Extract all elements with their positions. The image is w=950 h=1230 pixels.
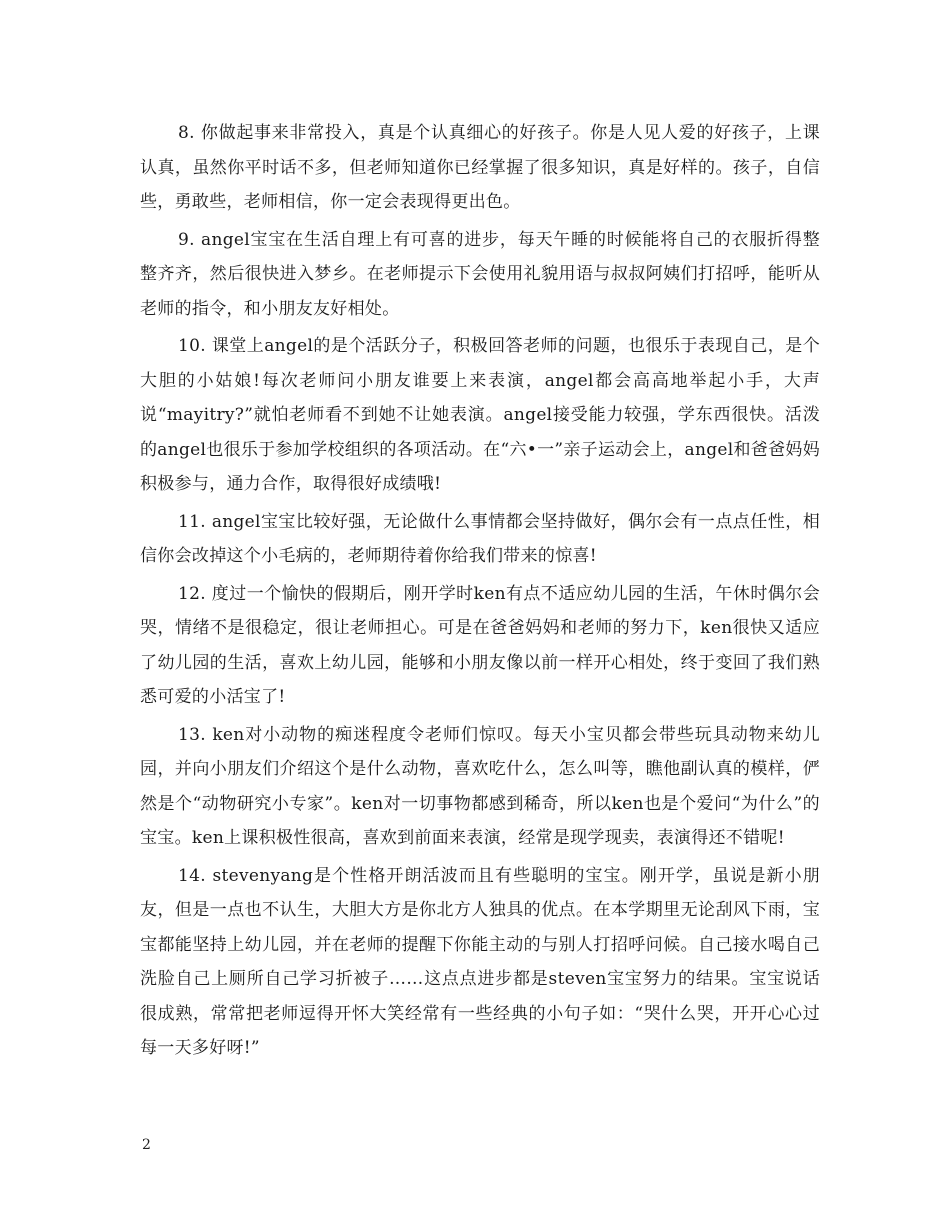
paragraph-12: 12. 度过一个愉快的假期后，刚开学时ken有点不适应幼儿园的生活，午休时偶尔会哭，情绪不是很稳定，很让老师担心。可是在爸爸妈妈和老师的努力下，ken很快又适应了幼儿园的生活，喜欢上幼儿园，能够和小朋友像以前一样开心相处，终于变回了我们熟悉可爱的小活宝了!	[140, 583, 820, 707]
paragraph-9: 9. angel宝宝在生活自理上有可喜的进步，每天午睡的时候能将自己的衣服折得整整齐齐，然后很快进入梦乡。在老师提示下会使用礼貌用语与叔叔阿姨们打招呼，能听从老师的指令，和小朋友友好相处。	[140, 229, 820, 319]
page-number: 2	[142, 1137, 151, 1153]
paragraph-13: 13. ken对小动物的痴迷程度令老师们惊叹。每天小宝贝都会带些玩具动物来幼儿园，并向小朋友们介绍这个是什么动物，喜欢吃什么，怎么叫等，瞧他副认真的模样，俨然是个“动物研究小专家”。ken对一切事物都感到稀奇，所以ken也是个爱问“为什么”的宝宝。ken上课积极性很高，喜欢到前面来表演，经常是现学现卖，表演得还不错呢!	[140, 724, 820, 848]
paragraph-14: 14. stevenyang是个性格开朗活波而且有些聪明的宝宝。刚开学，虽说是新小朋友，但是一点也不认生，大胆大方是你北方人独具的优点。在本学期里无论刮风下雨，宝宝都能坚持上幼儿园，并在老师的提醒下你能主动的与别人打招呼问候。自己接水喝自己洗脸自己上厕所自己学习折被子……这点点进步都是steven宝宝努力的结果。宝宝说话很成熟，常常把老师逗得开怀大笑经常有一些经典的小句子如：“哭什么哭，开开心心过每一天多好呀!”	[140, 865, 820, 1058]
paragraph-8: 8. 你做起事来非常投入，真是个认真细心的好孩子。你是人见人爱的好孩子，上课认真，虽然你平时话不多，但老师知道你已经掌握了很多知识，真是好样的。孩子，自信些，勇敢些，老师相信，你一定会表现得更出色。	[140, 123, 820, 212]
document-body	[140, 116, 820, 1069]
paragraph-11: 11. angel宝宝比较好强，无论做什么事情都会坚持做好，偶尔会有一点点任性，相信你会改掉这个小毛病的，老师期待着你给我们带来的惊喜!	[140, 511, 820, 566]
paragraph-10: 10. 课堂上angel的是个活跃分子，积极回答老师的问题，也很乐于表现自己，是个大胆的小姑娘!每次老师问小朋友谁要上来表演，angel都会高高地举起小手，大声说“mayitry?”就怕老师看不到她不让她表演。angel接受能力较强，学东西很快。活泼的angel也很乐于参加学校组织的各项活动。在“六•一”亲子运动会上，angel和爸爸妈妈积极参与，通力合作，取得很好成绩哦!	[140, 336, 820, 494]
